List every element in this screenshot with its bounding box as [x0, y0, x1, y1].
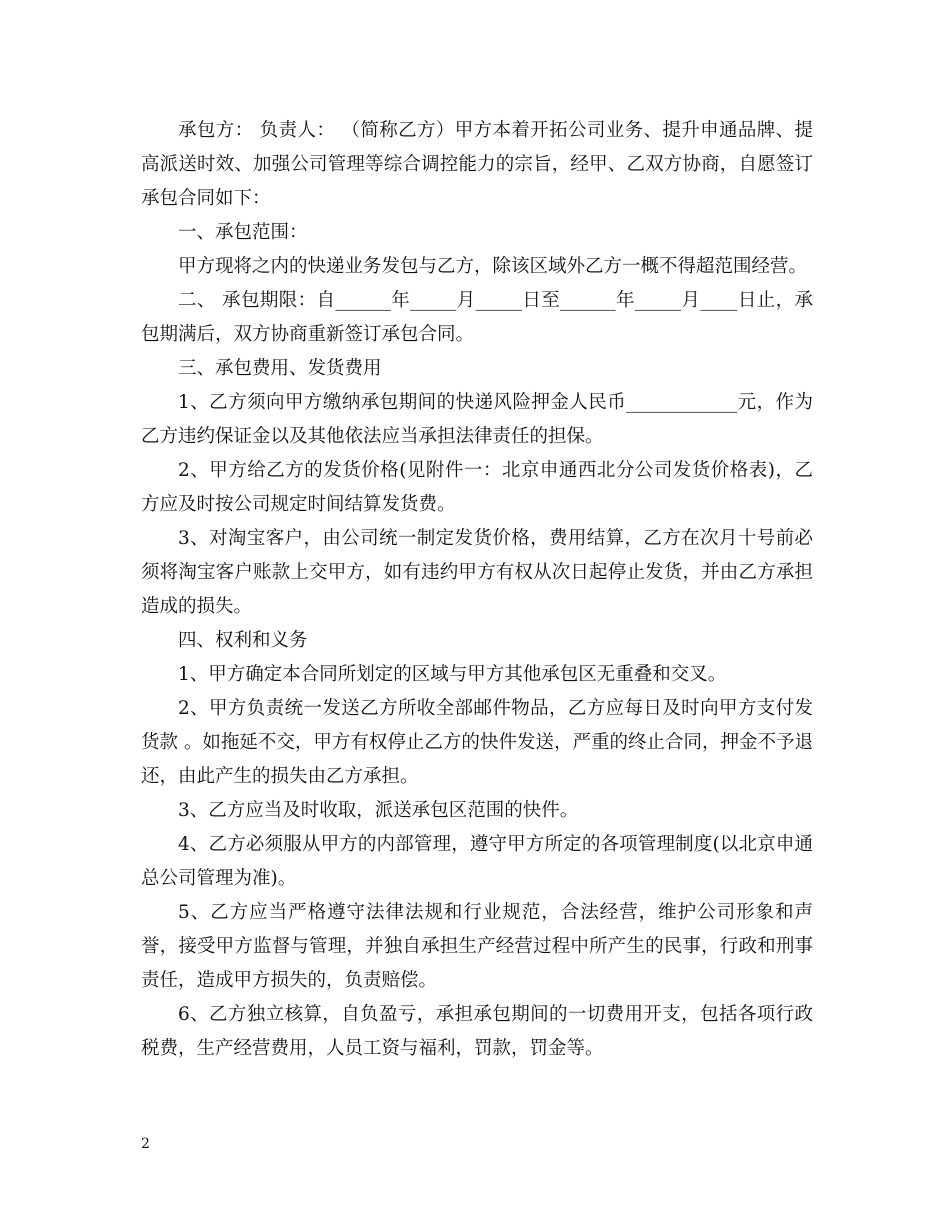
- contract-body: [141, 114, 813, 1066]
- paragraph-fee-2: 2、甲方给乙方的发货价格(见附件一：北京申通西北分公司发货价格表)，乙方应及时按公司规定时间结算发货费。: [141, 460, 813, 515]
- paragraph-fee-3: 3、对淘宝客户，由公司统一制定发货价格，费用结算，乙方在次月十号前必须将淘宝客户账款上交甲方，如有违约甲方有权从次日起停止发货，并由乙方承担造成的损失。: [141, 528, 813, 617]
- heading-scope: 一、承包范围：: [178, 222, 308, 243]
- heading-fees: 三、承包费用、发货费用: [178, 358, 382, 379]
- page-number: 2: [141, 1136, 150, 1152]
- heading-rights: 四、权利和义务: [178, 630, 308, 651]
- paragraph-right-6: 6、乙方独立核算，自负盈亏，承担承包期间的一切费用开支，包括各项行政税费，生产经营费用，人员工资与福利，罚款，罚金等。: [141, 1004, 813, 1059]
- paragraph-right-2: 2、甲方负责统一发送乙方所收全部邮件物品，乙方应每日及时向甲方支付发货款 。如拖延不交，甲方有权停止乙方的快件发送，严重的终止合同，押金不予退还，由此产生的损失由乙方承担。: [141, 698, 813, 787]
- paragraph-intro: 承包方： 负责人： （简称乙方）甲方本着开拓公司业务、提升申通品牌、提高派送时效、加强公司管理等综合调控能力的宗旨，经甲、乙双方协商，自愿签订承包合同如下：: [141, 120, 813, 209]
- paragraph-right-4: 4、乙方必须服从甲方的内部管理，遵守甲方所定的各项管理制度(以北京申通总公司管理为准)。: [141, 834, 813, 889]
- paragraph-right-1: 1、甲方确定本合同所划定的区域与甲方其他承包区无重叠和交叉。: [178, 664, 727, 685]
- paragraph-right-3: 3、乙方应当及时收取，派送承包区范围的快件。: [178, 800, 579, 821]
- paragraph-term: 二、 承包期限：自______年_____月_____日至______年_____月____日止，承包期满后，双方协商重新签订承包合同。: [141, 290, 813, 345]
- paragraph-right-5: 5、乙方应当严格遵守法律法规和行业规范，合法经营，维护公司形象和声誉，接受甲方监督与管理，并独自承担生产经营过程中所产生的民事，行政和刑事责任，造成甲方损失的，负责赔偿。: [141, 902, 813, 991]
- paragraph-scope: 甲方现将之内的快递业务发包与乙方，除该区域外乙方一概不得超范围经营。: [178, 256, 808, 277]
- paragraph-fee-1: 1、乙方须向甲方缴纳承包期间的快递风险押金人民币____________元，作为乙方违约保证金以及其他依法应当承担法律责任的担保。: [141, 392, 813, 447]
